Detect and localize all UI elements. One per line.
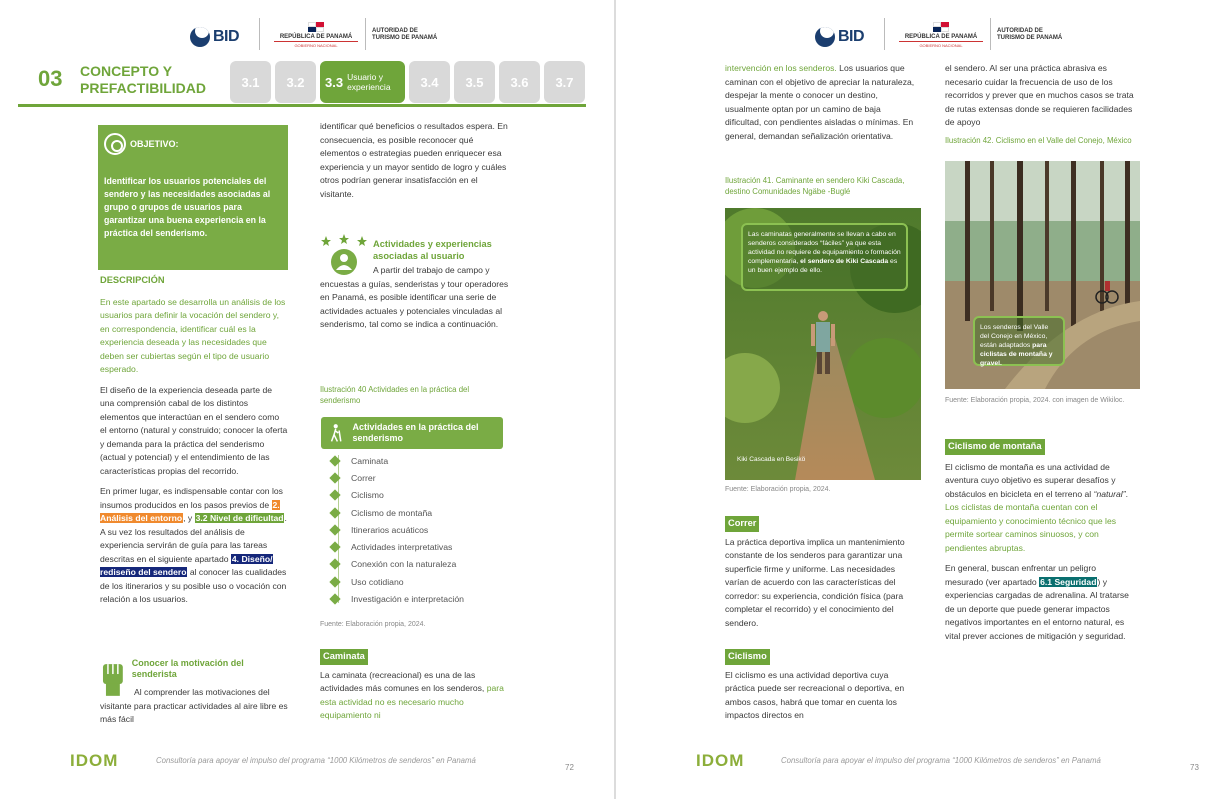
gov-text: GOBIERNO NACIONAL bbox=[899, 41, 983, 48]
list-item bbox=[331, 487, 464, 504]
target-icon bbox=[104, 133, 126, 155]
atp-label: AUTORIDAD DE TURISMO DE PANAMÁ bbox=[372, 28, 438, 41]
objective-header bbox=[104, 133, 282, 155]
cycling-paragraph: el sendero. Al ser una práctica abrasiva es necesario cuidar la frecuencia de uso de los recorridos y prever que en muchos casos se trata de rutas extensas donde se requieren facilidades de apoyo bbox=[945, 63, 1134, 127]
page-number-left: 72 bbox=[565, 763, 574, 772]
motivation-text-block bbox=[100, 686, 288, 734]
illustration-42-source: Fuente: Elaboración propia, 2024. con imagen de Wikiloc. bbox=[945, 397, 1125, 404]
text-run-italic: “natural” bbox=[1093, 488, 1126, 499]
bid-logo-text: BID bbox=[838, 28, 865, 45]
activity-label: Ciclismo de montaña bbox=[351, 507, 433, 518]
diamond-icon bbox=[329, 593, 340, 604]
text-run: Los senderos del Valle del Conejo en México, están adaptados bbox=[980, 324, 1049, 349]
bid-logo-icon bbox=[815, 27, 835, 47]
link-nivel-dificultad[interactable]: 3.2 Nivel de dificultad bbox=[195, 513, 284, 523]
section-rule bbox=[18, 104, 586, 107]
text-run-green: intervención en los senderos. bbox=[725, 63, 837, 73]
right-column-1 bbox=[725, 62, 915, 150]
text-run-green: Los ciclistas de montaña cuentan con el equipamiento y conocimiento técnico que les permite sortear caminos sinuosos, y con pendientes abruptas. bbox=[945, 502, 1117, 553]
footer-text: Consultoría para apoyar el impulso del programa “1000 Kilómetros de senderos” en Panamá bbox=[156, 756, 476, 765]
hiker-icon bbox=[329, 422, 342, 444]
text-run: La caminata (recreacional) es una de las actividades más comunes en los senderos, bbox=[320, 669, 487, 693]
page-divider bbox=[614, 0, 616, 799]
diamond-icon bbox=[329, 490, 340, 501]
diamond-icon bbox=[329, 524, 340, 535]
diamond-icon bbox=[329, 559, 340, 570]
photo-label: Kiki Cascada en Besikö bbox=[737, 456, 806, 463]
tab-3-4[interactable] bbox=[409, 61, 450, 103]
mtb-block bbox=[945, 439, 1135, 650]
caminata-block bbox=[320, 649, 510, 730]
diamond-icon bbox=[329, 472, 340, 483]
tab-label: 3.2 bbox=[286, 74, 305, 90]
activity-label: Ciclismo bbox=[351, 490, 384, 501]
text-run: En primer lugar, es indispensable contar con los insumos producidos en los pasos previos de bbox=[100, 486, 283, 510]
bid-logo-icon bbox=[190, 27, 210, 47]
activities-list bbox=[331, 452, 464, 608]
idom-logo: IDOM bbox=[70, 751, 119, 770]
kiki-cascada-bubble bbox=[741, 223, 908, 291]
left-column bbox=[100, 274, 288, 614]
activities-box bbox=[321, 417, 503, 449]
description-paragraph: El diseño de la experiencia deseada parte de una comprensión cabal de los distintos elementos que interactúan en el sendero como el entorno (natural y construido; conocer la oferta y demanda para la práctica del senderismo (actual y potencial) y el entendimiento de las características propias del recorrido. bbox=[100, 384, 288, 476]
atp-label: AUTORIDAD DE TURISMO DE PANAMÁ bbox=[997, 28, 1063, 41]
illustration-40-source: Fuente: Elaboración propia, 2024. bbox=[320, 621, 426, 628]
text-run: , y bbox=[183, 513, 195, 523]
objective-box bbox=[98, 125, 288, 270]
illustration-41-caption: Ilustración 41. Caminante en sendero Kiki Cascada, destino Comunidades Ngäbe -Buglé bbox=[725, 176, 905, 196]
ciclismo-block bbox=[725, 649, 915, 730]
text-run-bold: el sendero de Kiki Cascada bbox=[800, 258, 889, 265]
caminata-heading: Caminata bbox=[320, 649, 368, 665]
republic-text: REPÚBLICA DE PANAMÁ bbox=[279, 34, 353, 40]
tab-3-2[interactable] bbox=[275, 61, 316, 103]
description-paragraph bbox=[100, 485, 288, 607]
diamond-icon bbox=[329, 507, 340, 518]
activities-text-block bbox=[320, 264, 510, 339]
header-separator bbox=[259, 18, 260, 50]
illustration-41-source: Fuente: Elaboración propia, 2024. bbox=[725, 486, 831, 493]
motivation-text: Al comprender las motivaciones del visitante para practicar actividades al aire libre es más fácil bbox=[100, 687, 288, 724]
activity-label: Investigación e interpretación bbox=[351, 594, 465, 605]
panama-flag-icon bbox=[308, 22, 324, 32]
diamond-icon bbox=[329, 576, 340, 587]
link-analisis-entorno[interactable]: 2. Análisis del entorno bbox=[100, 499, 280, 523]
objective-title: OBJETIVO: bbox=[130, 139, 179, 149]
ciclismo-text: El ciclismo es una actividad deportiva cuya práctica puede ser recreacional o deportiva, en ambos casos, habrá que tomar en cuenta los impactos directos en bbox=[725, 669, 905, 720]
activity-label: Correr bbox=[351, 472, 376, 483]
objective-text: Identificar los usuarios potenciales del sendero y las necesidades asociadas al grupo o grupos de usuarios para garantizar una buena experiencia en la práctica del senderismo. bbox=[104, 176, 271, 238]
correr-block bbox=[725, 516, 915, 637]
activities-heading: Actividades y experiencias asociadas al usuario bbox=[373, 239, 492, 261]
text-run: es un buen ejemplo de ello. bbox=[748, 258, 898, 274]
bid-logo bbox=[815, 27, 864, 47]
activity-label: Itinerarios acuáticos bbox=[351, 524, 429, 535]
tab-label: 3.6 bbox=[510, 74, 529, 90]
list-item bbox=[331, 556, 464, 573]
tab-label: 3.5 bbox=[465, 74, 484, 90]
footer-text: Consultoría para apoyar el impulso del programa “1000 Kilómetros de senderos” en Panamá bbox=[781, 756, 1101, 765]
panama-flag-icon bbox=[933, 22, 949, 32]
list-item bbox=[331, 504, 464, 521]
page-number-right: 73 bbox=[1190, 763, 1199, 772]
tab-3-3-active[interactable] bbox=[320, 61, 405, 103]
description-heading: DESCRIPCIÓN bbox=[100, 275, 165, 285]
illustration-42-caption: Ilustración 42. Ciclismo en el Valle del Conejo, México bbox=[945, 136, 1132, 145]
list-item bbox=[331, 573, 464, 590]
tab-3-5[interactable] bbox=[454, 61, 495, 103]
tab-3-1[interactable] bbox=[230, 61, 271, 103]
tab-label: 3.3 bbox=[325, 74, 344, 90]
tab-label: 3.7 bbox=[555, 74, 574, 90]
tab-label: 3.4 bbox=[420, 74, 439, 90]
mid-paragraph: identificar qué beneficios o resultados espera. En consecuencia, es posible reconocer qué elementos o estrategias pueden enriquecer esa experiencia y un mayor sentido de logro y cuáles otros podrían generar insatisfacción en el visitante. bbox=[320, 121, 508, 199]
idom-logo: IDOM bbox=[696, 751, 745, 770]
bid-logo bbox=[190, 27, 239, 47]
activities-intro: A partir del trabajo de campo y encuestas a guías, senderistas y tour operadores en Panamá, es posible identificar una serie de actividades actuales y potenciales vinculadas al senderismo, tal como se indica a continuación. bbox=[320, 265, 509, 329]
motivation-title: Conocer la motivación del senderista bbox=[131, 658, 244, 679]
correr-heading: Correr bbox=[725, 516, 759, 532]
description-intro: En este apartado se desarrolla un análisis de los usuarios para definir la vocación del sendero y, en correspondencia, identificar cuál es la experiencia deseada y las necesidades que deben ser cubiertas según el tipo de usuario esperado. bbox=[100, 296, 286, 374]
valle-conejo-bubble bbox=[973, 316, 1065, 366]
activity-label: Caminata bbox=[351, 455, 389, 466]
list-item bbox=[331, 521, 464, 538]
section-title: CONCEPTO Y PREFACTIBILIDAD bbox=[80, 63, 206, 96]
list-item bbox=[331, 538, 464, 555]
text-run: al conocer las cualidades de los itinerarios y su posible uso o vocación con relación a los usuarios. bbox=[100, 567, 287, 604]
republica-panama-label bbox=[274, 34, 358, 48]
activity-label: Uso cotidiano bbox=[351, 576, 404, 587]
text-run-green: para esta actividad no es necesario mucho equipamiento ni bbox=[320, 683, 504, 720]
middle-column bbox=[320, 120, 510, 208]
republica-panama-label bbox=[899, 34, 983, 48]
right-column-2 bbox=[945, 62, 1135, 137]
tab-active-label: Usuario y experiencia bbox=[347, 72, 391, 92]
list-item bbox=[331, 590, 464, 607]
bid-logo-text: BID bbox=[213, 28, 240, 45]
text-run: Los usuarios que caminan con el objetivo de apreciar la naturaleza, despejar la mente o conocer un destino, usualmente optan por un camino de baja dificultad, con pendientes aisladas o mínimas. En general, demandan señalización orientativa. bbox=[725, 63, 915, 141]
text-run: ) y experiencias cargadas de adrenalina. Al tratarse de un deporte que puede generar impactos negativos importantes en el entorno natural, es vital prever acciones de mitigación y seguridad. bbox=[945, 576, 1129, 641]
section-number: 03 bbox=[38, 66, 63, 91]
text-run: En general, buscan enfrentar un peligro mesurado (ver apartado bbox=[945, 563, 1096, 587]
mtb-heading: Ciclismo de montaña bbox=[945, 439, 1045, 455]
ciclismo-heading: Ciclismo bbox=[725, 649, 770, 665]
header-separator bbox=[990, 18, 991, 50]
link-diseno-sendero[interactable]: 4. Diseño/ rediseño del sendero bbox=[100, 553, 273, 577]
diamond-icon bbox=[329, 455, 340, 466]
list-item bbox=[331, 469, 464, 486]
text-run: Las caminatas generalmente se llevan a cabo en senderos considerados “fáciles” ya que esta actividad no requiere de equipamiento o formación complementaria, bbox=[748, 231, 901, 265]
link-seguridad[interactable]: 6.1 Seguridad bbox=[1040, 576, 1097, 587]
activity-label: Actividades interpretativas bbox=[351, 542, 453, 553]
correr-text: La práctica deportiva implica un mantenimiento constante de los senderos para garantizar una superficie firme y uniforme. Las necesidades varían de acuerdo con las características del corredor: su experiencia, condición física (para completar el recorrido) y el conocimiento del sendero. bbox=[725, 536, 905, 628]
text-run: . A su vez los resultados del análisis de experiencia servirán de guía para las tareas descritas en el siguiente apartado bbox=[100, 513, 287, 564]
illustration-40-caption: Ilustración 40 Actividades en la práctica del senderismo bbox=[320, 385, 470, 405]
tab-label: 3.1 bbox=[241, 74, 260, 90]
activity-label: Conexión con la naturaleza bbox=[351, 559, 457, 570]
text-run: El ciclismo de montaña es una actividad de aventura cuyo objetivo es superar desafíos y obstáculos en bicicleta en el terreno al bbox=[945, 461, 1116, 499]
text-run-bold: para ciclistas de montaña y gravel. bbox=[980, 342, 1053, 367]
list-item bbox=[331, 452, 464, 469]
kiki-cascada-photo bbox=[725, 208, 921, 480]
header-separator bbox=[365, 18, 366, 50]
diamond-icon bbox=[329, 541, 340, 552]
tab-3-7[interactable] bbox=[544, 61, 585, 103]
tab-3-6[interactable] bbox=[499, 61, 540, 103]
activities-box-label: Actividades en la práctica del senderismo bbox=[352, 422, 479, 443]
valle-conejo-photo bbox=[945, 161, 1140, 389]
republic-text: REPÚBLICA DE PANAMÁ bbox=[904, 34, 978, 40]
gov-text: GOBIERNO NACIONAL bbox=[274, 41, 358, 48]
header-separator bbox=[884, 18, 885, 50]
text-run: . bbox=[1125, 488, 1128, 499]
